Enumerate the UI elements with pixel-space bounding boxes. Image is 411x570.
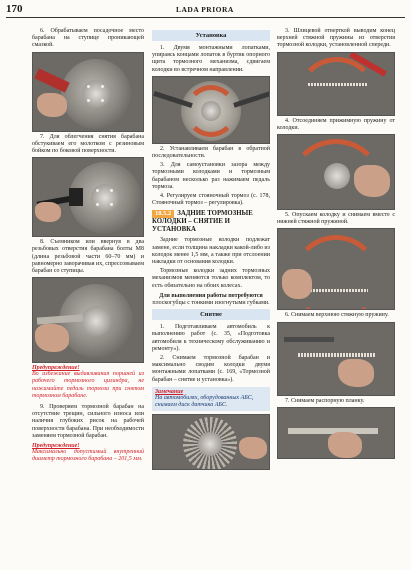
section-intro-1: Задние тормозные колодки подлежат замене, если толщина накладки какой-либо из колодок менее 1,5 мм, а также при отслоении накладки от основания колодки. [152, 237, 270, 266]
prep-text: плоскогубцы с тонкими изогнутыми губками. [152, 300, 270, 307]
column-left [32, 22, 144, 463]
removal-step-1: 1. Подготавливаем автомобиль к выполнению работ (с. 35, «Подготовка автомобиля к техническому обслуживанию и ремонту»). [152, 324, 270, 352]
warning-2-title: Предупреждение! [32, 443, 80, 450]
warning-2-text: Максимально допустимый внутренний диаметр тормозного барабана – 201,5 мм. [32, 449, 144, 463]
column-right [277, 22, 395, 459]
page-number: 170 [6, 3, 23, 15]
warning-1-text: Во избежание выдавливания поршней из рабочего тормозного цилиндра, не нажимайте педаль тормоза при снятом тормозном барабане. [32, 371, 144, 399]
upper-spring-removal-photo [277, 322, 395, 396]
section-intro-2: Тормозные колодки задних тормозных механизмов меняются только комплектом, то есть обязательно на обоих колесах. [152, 268, 270, 289]
abs-disc-photo [152, 414, 270, 470]
hold-down-spring-photo [277, 134, 395, 210]
removal-step-3: 3. Шлицевой отверткой выводим конец верхней стяжной пружины из отверстия тормозной колодки, установленной спереди. [277, 28, 395, 49]
install-heading: Установка [152, 30, 270, 41]
drum-lubrication-photo [32, 52, 144, 132]
drum-puller-photo [32, 277, 144, 363]
drum-hammer-photo [32, 157, 144, 237]
book-title: LADA PRIORA [176, 5, 234, 14]
upper-spring-photo [277, 52, 395, 116]
removal-heading: Снятие [152, 309, 270, 320]
abs-note [152, 387, 270, 411]
lower-spring-photo [277, 228, 395, 310]
note-text: На автомобилях, оборудованных АБС, снимаем диск датчика АБС. [155, 394, 254, 409]
install-step-3: 3. Для самоустановки зазора между тормозными колодками и тормозным барабаном несколько раз нажимаем педаль тормоза. [152, 162, 270, 190]
removal-step-5: 5. Опускаем колодку и снимаем вместе с нижней стяжной пружиной. [277, 212, 395, 226]
removal-step-2: 2. Снимаем тормозной барабан и максимально сводим колодки двумя монтажными лопатками (с. 169, «Тормозной барабан – снятие и установка»). [152, 355, 270, 383]
section-heading [152, 210, 270, 234]
section-title: ЗАДНИЕ ТОРМОЗНЫЕ КОЛОДКИ – СНЯТИЕ И УСТАНОВКА [152, 210, 253, 234]
removal-step-7: 7. Снимаем распорную планку. [285, 397, 365, 404]
step-8-text: 8. Съемником или ввернув в два резьбовых отверстия барабана болты M8 (длина резьбовой части 60–70 мм) и равномерно заворачивая их, спрессовываем барабан со ступицы. [32, 239, 144, 275]
shoes-spread-photo [152, 76, 270, 144]
install-step-4: 4. Регулируем стояночный тормоз (с. 178, Стояночный тормоз – регулировка). [152, 193, 270, 207]
warning-1-title: Предупреждение! [32, 365, 80, 372]
header-rule [6, 17, 405, 18]
removal-step-4: 4. Отсоединяем прижимную пружину от колодки. [277, 117, 395, 131]
install-step-1: 1. Двумя монтажными лопатками, упираясь концами лопаток в буртик опорного щита тормозного механизма, сдвигаем колодки во встречном направлении. [152, 45, 270, 73]
column-middle [152, 22, 270, 470]
step-7-text: 7. Для облегчения снятия барабана обстукиваем его молотком с резиновым бойком по боковой поверхности. [32, 133, 144, 155]
note-title: Замечание [155, 388, 184, 395]
step-6-text: 6. Обрабатываем посадочное место барабана на ступице проникающей смазкой. [32, 28, 144, 49]
section-number: 18.5.2 [152, 210, 174, 218]
prep-heading: Для выполнения работы потребуются [159, 292, 263, 299]
install-step-2: 2. Устанавливаем барабан в обратной последовательности. [152, 145, 270, 160]
strut-removal-photo [277, 407, 395, 459]
page-header [0, 0, 411, 22]
removal-step-6: 6. Снимаем верхнюю стяжную пружину. [285, 312, 389, 319]
step-9-text: 9. Проверяем тормозной барабан на отсутствие трещин, сильного износа или наличия глубоких рисок на рабочей поверхности барабана. При необходимости заменяем тормозной барабан. [32, 404, 144, 439]
